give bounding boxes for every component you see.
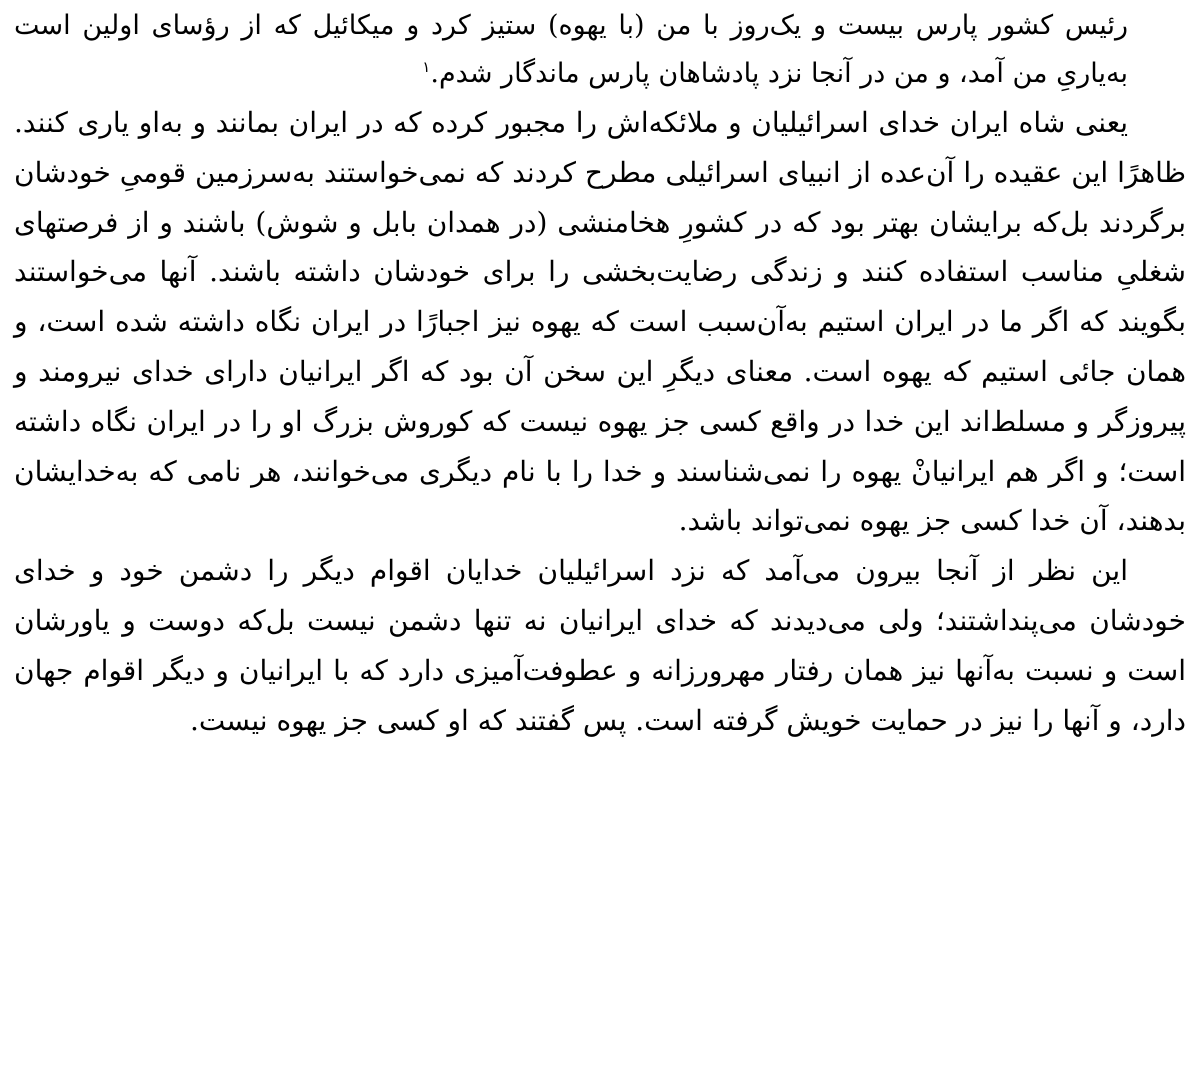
body-paragraph: یعنی شاه ایران خدای اسرائیلیان و ملائکه‌اش را مجبور کرده که در ایران بمانند و به‌او یاری کنند. ظاهرًا این عقیده را آن‌عده از انبیای اسرائیلی مطرح کردند که نمی‌خواستند به‌سرزمین قومیِ خودشان برگردند بل‌که برایشان بهتر بود که در کشورِ هخامنشی (در همدان بابل و شوش) باشند و از فرصتهای شغلیِ مناسب استفاده کنند و زندگی رضایت‌بخشی را برای خودشان داشته باشند. آنها می‌خواستند بگویند که اگر ما در ایران استیم به‌آن‌سبب است که یهوه نیز اجبارًا در ایران نگاه داشته شده است، و همان جائی استیم که یهوه است. معنای دیگرِ این سخن آن بود که اگر ایرانیان دارای خدای نیرومند و پیروزگر و مسلط‌اند این خدا در واقع کسی جز یهوه نیست که کوروش بزرگ او را در ایران نگاه داشته است؛ و اگر هم ایرانیانْ یهوه را نمی‌شناسند و خدا را با نام دیگری می‌خوانند، هر نامی که به‌خدایشان بدهند، آن خدا کسی جز یهوه نمی‌تواند باشد. — [14, 106, 1187, 538]
body-paragraph: این نظر از آنجا بیرون می‌آمد که نزد اسرائیلیان خدایان اقوام دیگر را دشمن خود و خدای خودشان می‌پنداشتند؛ ولی می‌دیدند که خدای ایرانیان نه تنها دشمن نیست بل‌که دوست و یاورشان است و نسبت به‌آنها نیز همان رفتار مهرورزانه و عطوفت‌آمیزی دارد که با ایرانیان و دیگر اقوام جهان دارد، و آنها را نیز در حمایت خویش گرفته است. پس گفتند که او کسی جز یهوه نیست. — [14, 554, 1186, 737]
quoted-verse-paragraph — [14, 2, 1186, 98]
footnote-marker: ۱ — [422, 58, 431, 76]
quoted-verse-text: رئیس کشور پارس بیست و یک‌روز با من (با یهوه) ستیز کرد و میکائیل که از رؤسای اولین است به‌یاریِ من آمد، و من در آنجا نزد پادشاهان پارس ماندگار شدم. — [14, 10, 1128, 89]
